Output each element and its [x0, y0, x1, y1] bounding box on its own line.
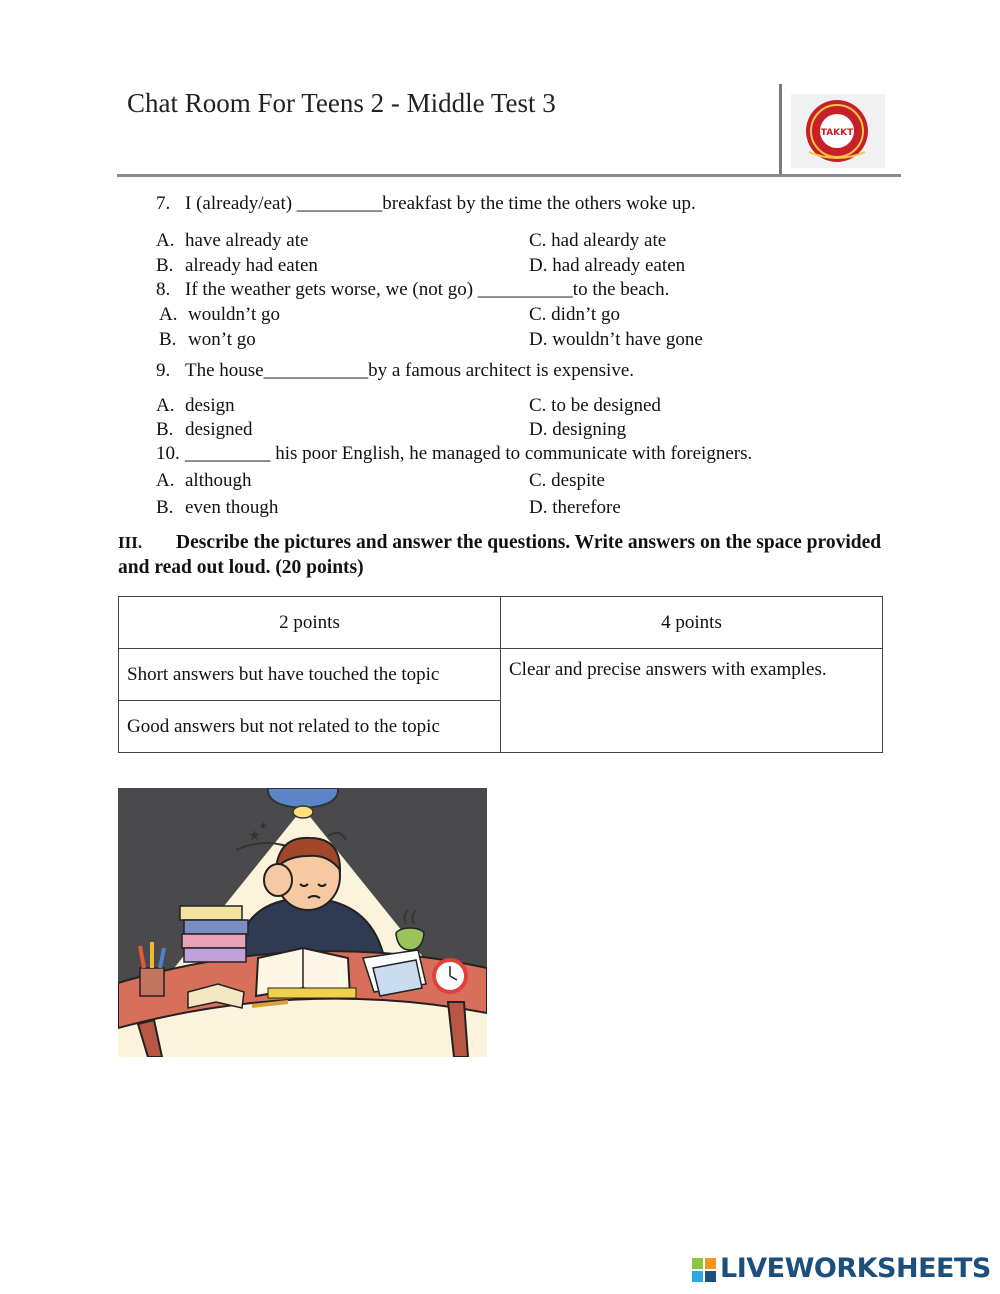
- question-text: If the weather gets worse, we (not go) __________to the beach.: [185, 279, 670, 300]
- liveworksheets-logo-icon: [692, 1258, 716, 1282]
- svg-text:✦: ✦: [258, 819, 269, 833]
- question-number: 7.: [156, 193, 171, 214]
- option-8d: D. wouldn’t have gone: [529, 329, 703, 350]
- option-9a: A. design: [156, 395, 235, 416]
- question-number: 8.: [156, 279, 171, 300]
- school-logo: [791, 94, 885, 168]
- option-10b: B. even though: [156, 497, 279, 518]
- question-10: [156, 443, 752, 465]
- option-7d: D. had already eaten: [529, 255, 686, 276]
- option-10c: C. despite: [529, 470, 605, 491]
- option-9c: C. to be designed: [529, 395, 661, 416]
- liveworksheets-wordmark: LIVEWORKSHEETS: [720, 1253, 991, 1284]
- rubric-table: [118, 596, 883, 753]
- page-title: Chat Room For Teens 2 - Middle Test 3: [127, 88, 556, 118]
- option-7c: C. had aleardy ate: [529, 230, 667, 251]
- question-9: [156, 360, 634, 382]
- option-8a: A. wouldn’t go: [159, 304, 281, 325]
- header-divider-horizontal: [117, 174, 901, 177]
- option-7b: B. already had eaten: [156, 255, 318, 276]
- option-10d: D. therefore: [529, 497, 621, 518]
- student-studying-illustration: [118, 788, 487, 1057]
- section-3-instruction: [118, 530, 888, 580]
- section-instruction-text: Describe the pictures and answer the questions. Write answers on the space provided and read out loud. (20 points): [118, 532, 882, 578]
- header-divider-vertical: [779, 84, 782, 176]
- option-9d: D. designing: [529, 419, 627, 440]
- rubric-cell-short-answers: Short answers but have touched the topic: [119, 649, 501, 701]
- rubric-header-2-points: 2 points: [119, 597, 501, 649]
- question-8: [156, 279, 669, 301]
- question-text: The house___________by a famous architect is expensive.: [185, 360, 635, 381]
- question-text: _________ his poor English, he managed to communicate with foreigners.: [185, 443, 753, 464]
- question-number: 10.: [156, 443, 180, 464]
- option-10a: A. although: [156, 470, 252, 491]
- section-roman-numeral: III.: [118, 533, 143, 552]
- rubric-cell-good-answers: Good answers but not related to the topic: [119, 701, 501, 753]
- option-8c: C. didn’t go: [529, 304, 620, 325]
- rubric-cell-clear-answers: Clear and precise answers with examples.: [501, 649, 883, 753]
- option-9b: B. designed: [156, 419, 253, 440]
- option-8b: B. won’t go: [159, 329, 256, 350]
- question-number: 9.: [156, 360, 171, 381]
- question-7: [156, 193, 696, 215]
- rubric-header-4-points: 4 points: [501, 597, 883, 649]
- svg-text:★: ★: [248, 828, 261, 844]
- option-7a: A. have already ate: [156, 230, 309, 251]
- logo-lettering: TAKKT: [820, 128, 854, 138]
- question-text: I (already/eat) _________breakfast by the time the others woke up.: [185, 193, 696, 214]
- school-logo-seal: [791, 94, 885, 168]
